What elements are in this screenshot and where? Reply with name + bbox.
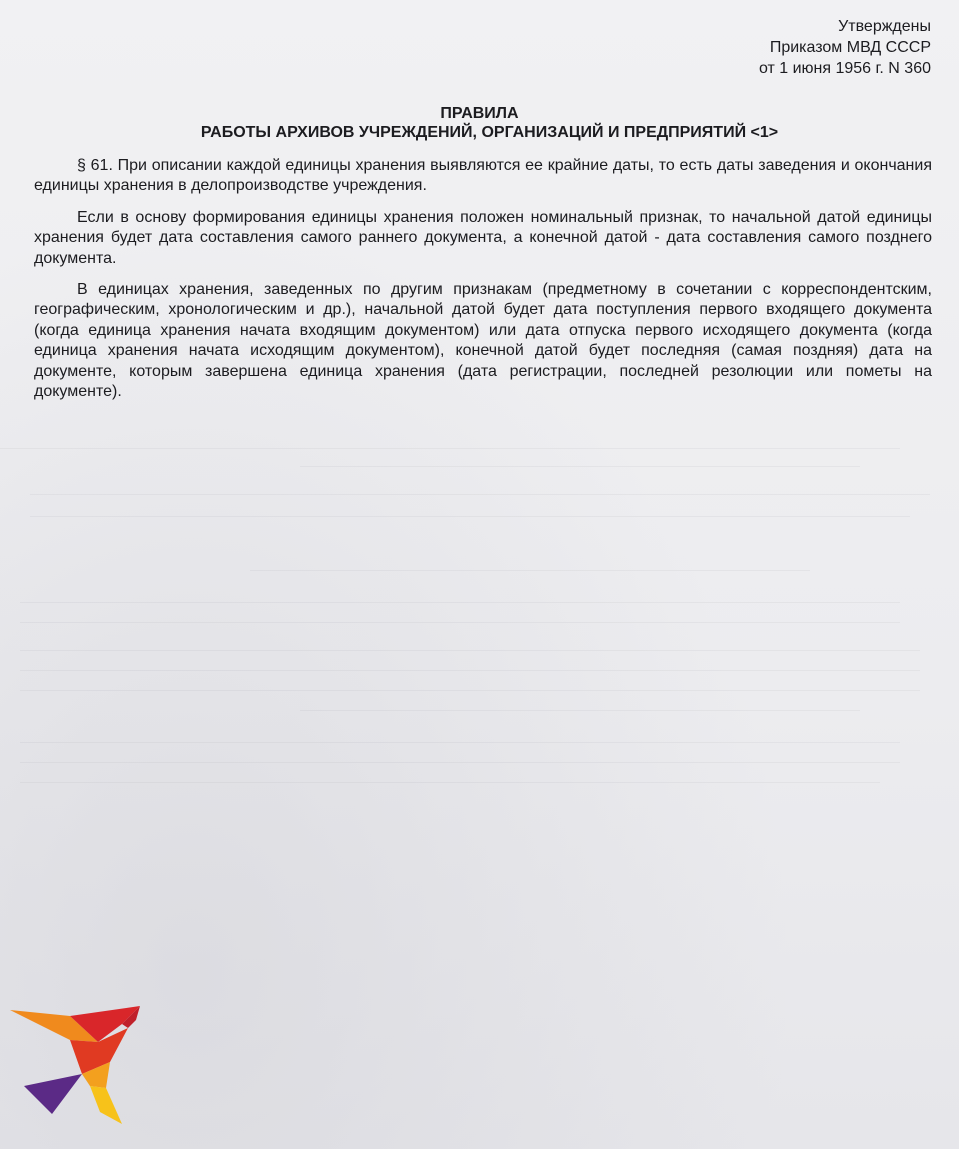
show-through-line [300, 710, 860, 711]
swallow-bird-logo-icon [10, 1002, 142, 1126]
show-through-line [0, 448, 900, 449]
show-through-line [20, 742, 900, 743]
approval-line-2: Приказом МВД СССР [769, 39, 931, 56]
approval-line-1: Утверждены [838, 18, 931, 35]
show-through-line [300, 466, 860, 467]
logo-tail-yellow [90, 1086, 122, 1124]
document-title [0, 104, 959, 142]
title-line-2: РАБОТЫ АРХИВОВ УЧРЕЖДЕНИЙ, ОРГАНИЗАЦИЙ И ПРЕДПРИЯТИЙ <1> [200, 124, 779, 141]
show-through-line [20, 670, 920, 671]
show-through-line [250, 570, 810, 571]
show-through-line [20, 782, 880, 783]
show-through-line [30, 516, 910, 517]
show-through-line [20, 690, 920, 691]
document-body [34, 156, 932, 413]
approval-line-3: от 1 июня 1956 г. N 360 [758, 60, 931, 77]
paragraph-other-signs: В единицах хранения, заведенных по другим признакам (предметному в сочетании с корреспондентским, географическим, хронологическим и др.), начальной датой будет дата поступления первого входящего документа (когда единица хранения начата входящим документом) или дата отпуска первого исходящего документа (когда единица хранения начата исходящим документом), конечной датой будет последняя (самая поздняя) дата на документе, которым завершена единица хранения (дата регистрации, последней резолюции или пометы на документе). [34, 281, 932, 401]
logo-tail-purple [24, 1074, 82, 1114]
approval-stamp [759, 16, 931, 79]
paragraph-61: § 61. При описании каждой единицы хранения выявляются ее крайние даты, то есть даты заведения и окончания единицы хранения в делопроизводстве учреждения. [34, 157, 932, 195]
show-through-line [20, 622, 900, 623]
show-through-line [20, 602, 900, 603]
title-line-1: ПРАВИЛА [440, 105, 519, 122]
show-through-line [30, 494, 930, 495]
show-through-line [20, 762, 900, 763]
paragraph-nominal: Если в основу формирования единицы хранения положен номинальный признак, то начальной датой единицы хранения будет дата составления самого раннего документа, а конечной датой - дата составления самого позднего документа. [34, 208, 932, 267]
show-through-line [20, 650, 920, 651]
